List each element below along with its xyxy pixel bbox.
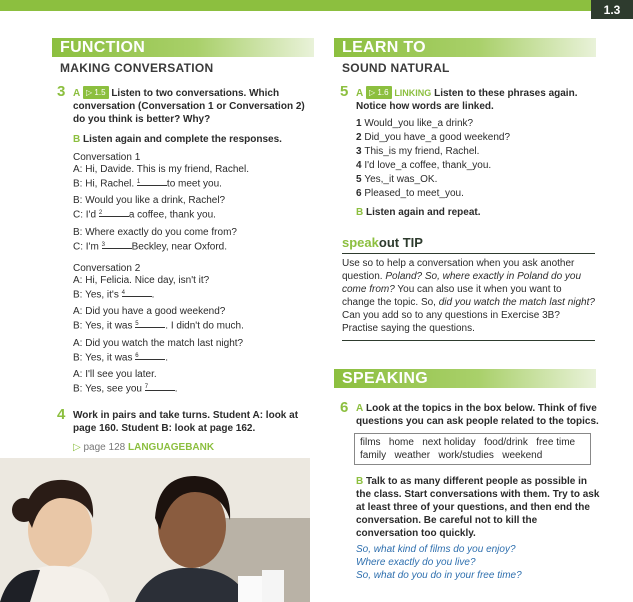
tip-text: Can you add so to any questions in Exercise 3B? Practise saying the questions. <box>342 310 560 334</box>
item-number: 2 <box>356 132 365 143</box>
exercise-6 <box>340 399 600 582</box>
learn-to-section <box>334 38 596 75</box>
example-question: So, what do you do in your free time? <box>356 570 522 581</box>
answer-gap[interactable] <box>135 350 165 360</box>
gap-number: 6 <box>135 352 139 359</box>
answer-gap[interactable] <box>99 207 129 217</box>
phrase-text: Yes,_it was_OK. <box>364 174 438 185</box>
phrase-text: This_is my friend, Rachel. <box>364 146 480 157</box>
answer-gap[interactable] <box>145 381 175 391</box>
answer-gap[interactable] <box>135 318 165 328</box>
line-text: Hi, Felicia. Nice day, isn't it? <box>85 275 210 286</box>
instruction-text: Listen again and complete the responses. <box>83 134 282 145</box>
speaker-label: A: <box>73 164 83 175</box>
speaker-label: B: <box>73 195 83 207</box>
conversation-title: Conversation 1 <box>73 152 141 163</box>
tip-body <box>342 253 595 341</box>
top-color-bar <box>0 0 633 11</box>
conversation-title: Conversation 2 <box>73 263 141 274</box>
exercise-number: 6 <box>340 399 349 416</box>
line-text: Yes, it was <box>85 320 133 332</box>
line-text: . <box>174 383 178 395</box>
gap-number: 7 <box>144 383 149 390</box>
phrase-text: Would_you like_a drink? <box>364 118 474 129</box>
dialogue-line <box>73 305 317 318</box>
language-bank-link[interactable] <box>59 441 317 454</box>
line-text: to meet you. <box>166 178 222 190</box>
dialogue-line <box>73 337 317 350</box>
photo-two-women-talking <box>0 458 310 602</box>
item-number: 1 <box>356 118 365 129</box>
dialogue-line <box>73 318 317 332</box>
phrase-item <box>356 173 600 186</box>
phrase-item <box>356 145 600 158</box>
line-text: . <box>165 351 169 363</box>
link-label: LANGUAGEBANK <box>127 442 215 453</box>
track-number: 1.5 <box>94 88 106 97</box>
speak-word: speak <box>342 235 379 250</box>
instruction-text: Work in pairs and take turns. Student A: look at page 160. Student B: look at page 162. <box>73 410 299 434</box>
answer-gap[interactable] <box>102 239 132 249</box>
line-text: Yes, see you <box>85 383 142 395</box>
speaker-label: C: <box>73 240 83 252</box>
dialogue-line <box>73 239 317 253</box>
page-number-tag: 1.3 <box>591 0 633 19</box>
exercise-number: 3 <box>57 83 66 100</box>
topics-box <box>354 433 591 465</box>
speaking-section <box>334 369 596 388</box>
line-text: Hi, Davide. This is my friend, Rachel. <box>85 164 249 175</box>
phrase-item <box>356 159 600 172</box>
dialogue-line <box>73 226 317 239</box>
line-text: Did you have a good weekend? <box>85 306 226 318</box>
dialogue-line <box>73 163 317 176</box>
tip-example: Poland? So, where exactly in Poland do you come from? <box>342 271 582 295</box>
dialogue-line <box>73 350 317 364</box>
audio-track-badge[interactable] <box>83 86 109 99</box>
exercise-5 <box>340 83 600 219</box>
dialogue-line <box>73 274 317 287</box>
instruction-text: Listen again and repeat. <box>366 207 481 218</box>
function-heading: FUNCTION <box>52 38 314 57</box>
learn-to-heading: LEARN TO <box>334 38 596 57</box>
dialogue-line <box>73 381 317 395</box>
play-icon: ▷ <box>369 88 376 97</box>
learn-to-subheading: SOUND NATURAL <box>342 61 450 75</box>
function-subheading: MAKING CONVERSATION <box>60 61 214 75</box>
example-question: So, what kind of films do you enjoy? <box>356 544 516 555</box>
phrase-text: I'd love_a coffee, thank_you. <box>364 160 492 171</box>
phrase-text: Pleased_to meet_you. <box>364 188 464 199</box>
part-b-label: B <box>356 476 364 487</box>
out-word: out <box>378 235 400 250</box>
dialogue-line <box>73 194 317 207</box>
gap-number: 3 <box>101 241 105 248</box>
line-text: Did you watch the match last night? <box>85 337 244 349</box>
tip-word: TIP <box>402 235 423 250</box>
audio-track-badge[interactable] <box>366 86 392 99</box>
speaker-label: B: <box>73 178 83 190</box>
speaker-label: A: <box>73 275 83 286</box>
line-text: Would you like a drink, Rachel? <box>85 195 226 207</box>
part-a-label: A <box>73 88 81 99</box>
gap-number: 1 <box>136 179 141 185</box>
phrase-item <box>356 187 600 200</box>
answer-gap[interactable] <box>137 176 167 186</box>
instruction-text: Listen to these phrases again. Notice how words are linked. <box>356 88 578 112</box>
speaker-label: C: <box>73 209 83 221</box>
part-b-label: B <box>356 207 364 218</box>
line-text: I'll see you later. <box>85 368 157 380</box>
instruction-text: Talk to as many different people as possible in the class. Start conversations with them. Try to ask at least three of your questions, and then end the conversation. Be careful not to kill the conversation too quickly. <box>356 476 600 539</box>
instruction-text: Look at the topics in the box below. Think of five questions you can ask people related to the topics. <box>356 403 599 427</box>
exercise-3 <box>57 83 317 146</box>
exercise-number: 5 <box>340 83 349 100</box>
play-icon: ▷ <box>86 88 93 97</box>
arrow-icon: ▷ <box>73 442 81 453</box>
linking-label: LINKING <box>394 88 432 98</box>
speaker-label: B: <box>73 320 83 332</box>
line-text: I'm <box>85 240 99 252</box>
speaking-heading: SPEAKING <box>334 369 596 388</box>
phrase-text: Did_you have_a good weekend? <box>364 132 511 143</box>
item-number: 5 <box>356 174 365 185</box>
line-text: . <box>151 289 155 301</box>
dialogue-line <box>73 207 317 221</box>
instruction-text: Listen to two conversations. Which conversation (Conversation 1 or Conversation 2) do you think is better? Why? <box>73 88 305 125</box>
phrase-item <box>356 117 600 130</box>
speaker-label: B: <box>73 351 83 363</box>
line-text: Where exactly do you come from? <box>85 226 237 238</box>
item-number: 3 <box>356 146 365 157</box>
item-number: 6 <box>356 188 365 199</box>
dialogue-line <box>73 368 317 381</box>
line-text: Yes, it's <box>85 289 119 301</box>
speaker-label: A: <box>73 368 83 380</box>
line-text: a coffee, thank you. <box>128 209 216 221</box>
speakout-tip <box>342 235 595 341</box>
gap-number: 4 <box>121 290 125 296</box>
speaker-label: B: <box>73 289 83 301</box>
line-text: Yes, it was <box>85 351 133 363</box>
part-a-label: A <box>356 403 364 414</box>
function-section <box>52 38 314 75</box>
tip-text: Use so to help a conversation when you ask another question. <box>342 258 575 282</box>
exercise-number: 4 <box>57 406 66 423</box>
line-text: Hi, Rachel. <box>85 178 135 190</box>
dialogue-line <box>73 287 317 301</box>
item-number: 4 <box>356 160 365 171</box>
speaker-label: B: <box>73 226 83 238</box>
tip-heading <box>342 235 595 250</box>
part-a-label: A <box>356 88 364 99</box>
exercise-4 <box>57 406 317 454</box>
gap-number: 5 <box>135 321 139 328</box>
phrase-item <box>356 131 600 144</box>
part-b-label: B <box>73 134 81 145</box>
line-text: . I didn't do much. <box>165 320 244 332</box>
conversation-1 <box>73 152 317 253</box>
tip-text: You can also use it when you want to change the topic. So, <box>342 284 562 308</box>
link-page: page 128 <box>83 442 126 453</box>
conversation-2 <box>73 263 317 395</box>
answer-gap[interactable] <box>122 287 152 297</box>
gap-number: 2 <box>98 210 103 217</box>
tip-example: did you watch the match last night? <box>438 297 595 308</box>
speaker-label: A: <box>73 306 83 318</box>
speaker-label: B: <box>73 383 83 395</box>
track-number: 1.6 <box>377 88 389 97</box>
dialogue-line <box>73 176 317 190</box>
speaker-label: A: <box>73 337 83 349</box>
example-question: Where exactly do you live? <box>356 557 476 568</box>
line-text: Beckley, near Oxford. <box>131 240 228 252</box>
topics-line: films home next holiday food/drink free time <box>360 437 576 448</box>
line-text: I'd <box>85 209 97 221</box>
topics-line: family weather work/studies weekend <box>360 450 543 461</box>
